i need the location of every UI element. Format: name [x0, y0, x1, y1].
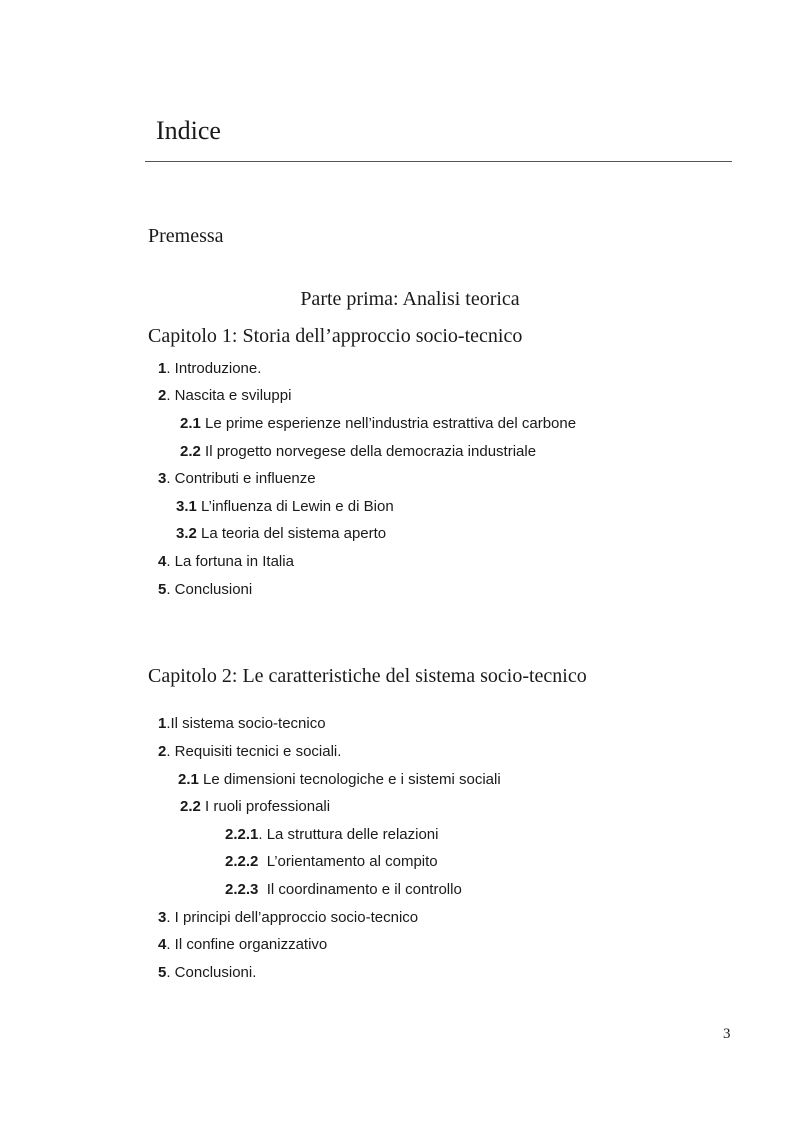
toc-entry-text: . Il confine organizzativo — [166, 936, 328, 953]
toc-entry-number: 1 — [158, 360, 167, 377]
toc-entry-text: . Introduzione. — [166, 360, 262, 377]
toc-entry — [176, 499, 394, 514]
toc-entry-text: L’orientamento al compito — [258, 853, 438, 870]
toc-entry-text: . I principi dell’approccio socio-tecnico — [166, 909, 419, 926]
toc-entry — [225, 827, 438, 842]
toc-entry — [158, 716, 326, 731]
toc-entry-number: 2.2 — [180, 798, 201, 815]
toc-entry-number: 5 — [158, 964, 167, 981]
toc-entry-number: 4 — [158, 553, 167, 570]
toc-entry-number: 2.2.3 — [225, 881, 259, 898]
toc-entry-number: 2.2.2 — [225, 853, 259, 870]
toc-entry-text: Il coordinamento e il controllo — [258, 881, 462, 898]
title-divider — [145, 161, 732, 162]
toc-entry — [158, 582, 252, 597]
toc-entry — [158, 361, 261, 376]
toc-entry-number: 1 — [158, 715, 167, 732]
toc-entry-text: . Conclusioni. — [166, 964, 257, 981]
toc-entry-number: 2 — [158, 743, 167, 760]
toc-entry — [180, 799, 330, 814]
toc-entry-number: 3 — [158, 909, 167, 926]
toc-entry — [158, 910, 418, 925]
toc-entry-text: . Requisiti tecnici e sociali. — [166, 743, 342, 760]
toc-entry — [176, 526, 386, 541]
toc-entry-text: . Contributi e influenze — [166, 470, 316, 487]
toc-entry-text: Le prime esperienze nell’industria estrattiva del carbone — [200, 415, 577, 432]
toc-entry-number: 2.1 — [178, 771, 199, 788]
toc-entry — [158, 388, 291, 403]
toc-entry-number: 3 — [158, 470, 167, 487]
toc-part-heading: Parte prima: Analisi teorica — [300, 288, 520, 310]
page-number: 3 — [723, 1026, 731, 1042]
toc-entry-text: . Nascita e sviluppi — [166, 387, 292, 404]
toc-entry — [225, 882, 462, 897]
page-title: Indice — [156, 116, 221, 145]
toc-entry-text: I ruoli professionali — [200, 798, 331, 815]
toc-entry-text: . La struttura delle relazioni — [258, 826, 439, 843]
toc-entry — [158, 937, 327, 952]
toc-premessa: Premessa — [148, 225, 224, 247]
toc-entry-number: 5 — [158, 581, 167, 598]
toc-entry-text: .Il sistema socio-tecnico — [166, 715, 326, 732]
toc-entry — [178, 772, 501, 787]
toc-entry-number: 3.1 — [176, 498, 197, 515]
toc-entry-text: Il progetto norvegese della democrazia industriale — [200, 443, 537, 460]
toc-entry — [225, 854, 438, 869]
toc-entry-text: . Conclusioni — [166, 581, 253, 598]
toc-entry-text: . La fortuna in Italia — [166, 553, 294, 570]
chapter-1-title: Capitolo 1: Storia dell’approccio socio-tecnico — [148, 325, 523, 347]
toc-entry — [180, 444, 536, 459]
toc-entry — [158, 744, 341, 759]
toc-entry-number: 2 — [158, 387, 167, 404]
toc-entry-number: 2.1 — [180, 415, 201, 432]
toc-entry-number: 3.2 — [176, 525, 197, 542]
toc-entry — [158, 471, 316, 486]
toc-entry-number: 2.2 — [180, 443, 201, 460]
toc-entry-text: L’influenza di Lewin e di Bion — [196, 498, 394, 515]
toc-entry — [158, 965, 256, 980]
toc-entry-text: Le dimensioni tecnologiche e i sistemi sociali — [198, 771, 501, 788]
toc-entry-number: 4 — [158, 936, 167, 953]
toc-entry — [158, 554, 294, 569]
chapter-2-title: Capitolo 2: Le caratteristiche del sistema socio-tecnico — [148, 665, 587, 687]
toc-entry-text: La teoria del sistema aperto — [196, 525, 387, 542]
toc-entry-number: 2.2.1 — [225, 826, 259, 843]
toc-entry — [180, 416, 576, 431]
